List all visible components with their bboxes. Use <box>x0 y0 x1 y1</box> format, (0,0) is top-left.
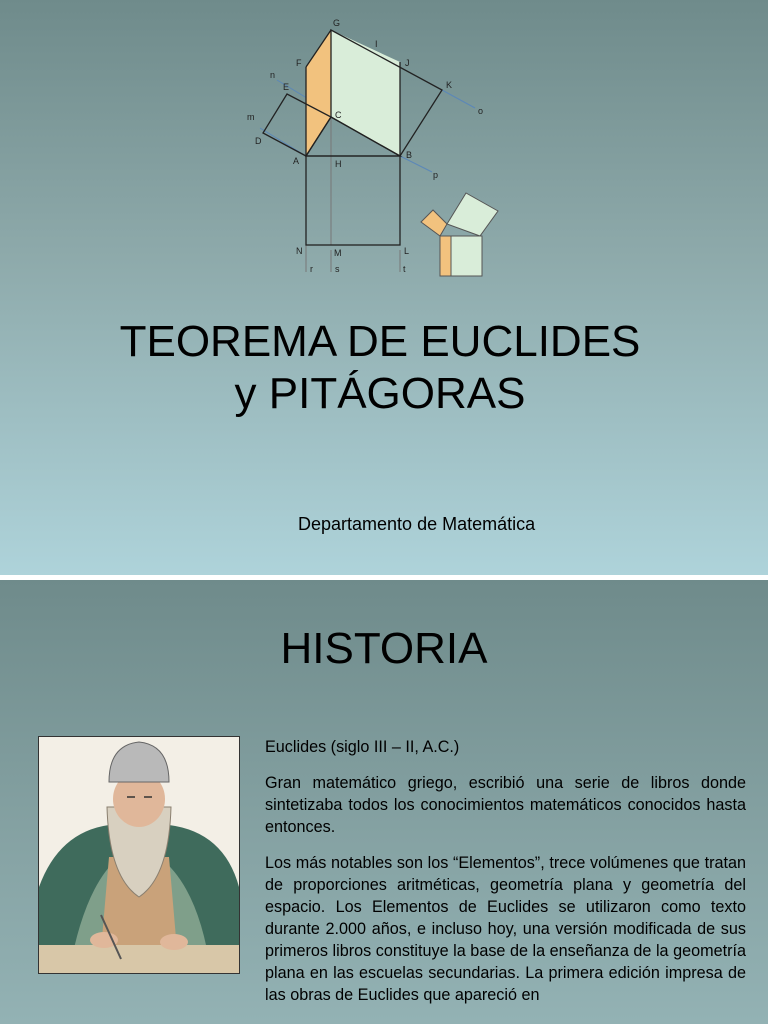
svg-text:N: N <box>296 246 303 256</box>
euclid-portrait-image <box>38 736 240 974</box>
svg-text:G: G <box>333 18 341 28</box>
history-slide <box>0 580 768 1024</box>
paragraph: Los más notables son los “Elementos”, trece volúmenes que tratan de proporciones aritméticas, geometría plana y geometría del espacio. Los Elementos de Euclides se utilizaron como texto durante 2.000 años, e incluso hoy, una versión modificada de sus primeros libros constituye la base de la enseñanza de la geometría plana en las escuelas secundarias. La primera edición impresa de las obras de Euclides que apareció en <box>265 854 746 1004</box>
title-line-2: y PITÁGORAS <box>234 369 526 418</box>
department-label: Departamento de Matemática <box>298 514 536 534</box>
svg-text:t: t <box>403 264 406 274</box>
svg-text:n: n <box>270 70 276 80</box>
svg-text:B: B <box>406 150 413 160</box>
svg-text:M: M <box>334 248 342 258</box>
slide-title <box>0 316 760 420</box>
svg-text:I: I <box>375 39 378 49</box>
paragraph: Euclides (siglo III – II, A.C.) <box>265 738 460 756</box>
svg-text:o: o <box>478 106 484 116</box>
svg-text:A: A <box>293 156 300 166</box>
svg-text:D: D <box>255 136 262 146</box>
svg-text:s: s <box>335 264 340 274</box>
svg-text:E: E <box>283 82 290 92</box>
history-text <box>265 736 746 1020</box>
svg-text:H: H <box>335 159 342 169</box>
svg-text:m: m <box>247 112 255 122</box>
svg-text:r: r <box>310 264 313 274</box>
svg-text:J: J <box>405 58 410 68</box>
svg-text:K: K <box>446 80 453 90</box>
euclid-theorem-diagram <box>240 10 540 290</box>
title-line-1: TEOREMA DE EUCLIDES <box>119 317 641 366</box>
svg-text:L: L <box>404 246 410 256</box>
paragraph: Gran matemático griego, escribió una serie de libros donde sintetizaba todos los conocimientos matemáticos conocidos hasta entonces. <box>265 774 746 836</box>
svg-text:F: F <box>296 58 302 68</box>
svg-text:C: C <box>335 110 342 120</box>
svg-text:p: p <box>433 170 439 180</box>
history-title: HISTORIA <box>280 624 488 673</box>
